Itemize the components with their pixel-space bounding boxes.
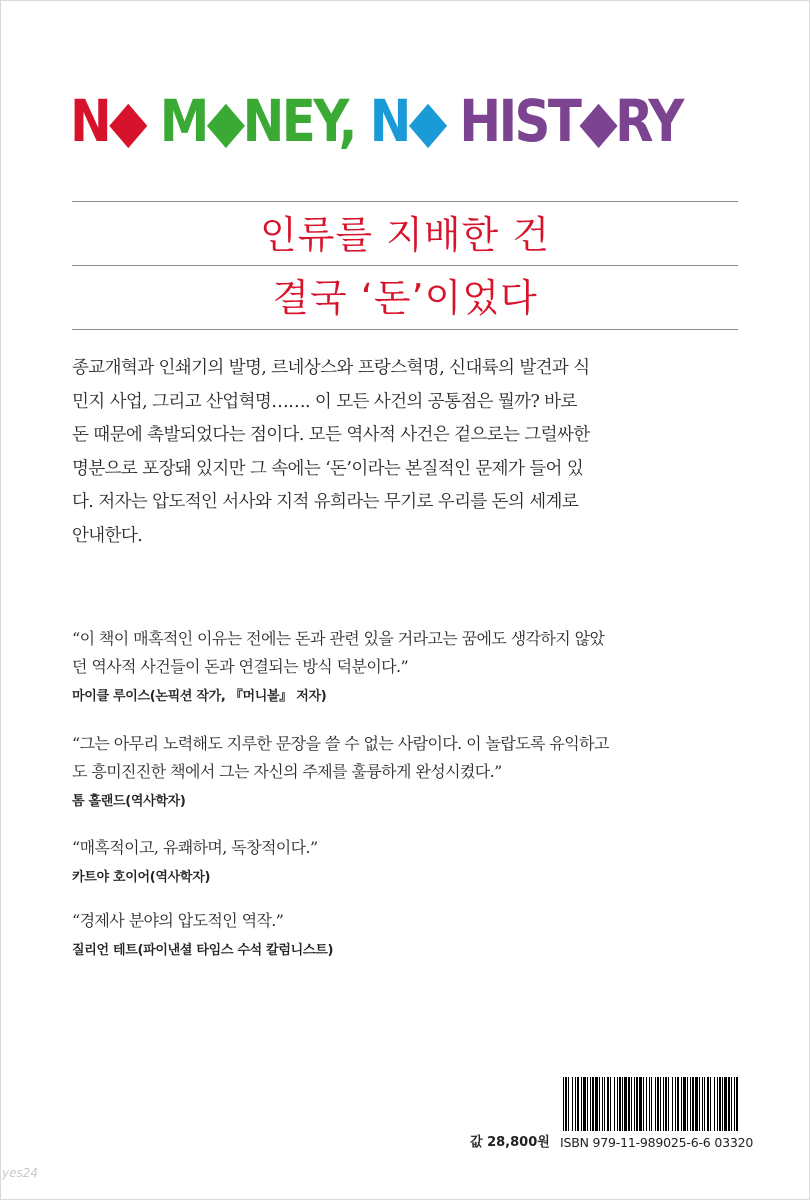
divider-middle xyxy=(72,265,738,266)
title-no-2: N◆ xyxy=(354,87,445,155)
isbn: ISBN 979-11-989025-6-6 03320 xyxy=(560,1135,754,1150)
headline-line-2: 결국 ‘돈’이었다 xyxy=(272,276,538,320)
description-line: 종교개혁과 인쇄기의 발명, 르네상스와 프랑스혁명, 신대륙의 발견과 식 xyxy=(72,358,590,378)
book-description xyxy=(72,352,742,554)
review-quote-3 xyxy=(72,834,742,888)
quote-line: 도 흥미진진한 책에서 그는 자신의 주제를 훌륭하게 완성시켰다.” xyxy=(72,762,502,781)
quote-line: “이 책이 매혹적인 이유는 전에는 돈과 관련 있을 거라고는 꿈에도 생각하지 않았 xyxy=(72,629,605,648)
watermark: yes24 xyxy=(2,1166,39,1180)
quote-line: “경제사 분야의 압도적인 역작.” xyxy=(72,911,284,930)
description-line: 명분으로 포장돼 있지만 그 속에는 ‘돈’이라는 본질적인 문제가 들어 있 xyxy=(72,458,584,479)
title-no-1: N◆ xyxy=(70,87,145,155)
quote-source: 마이클 루이스(논픽션 작가, 『머니볼』 저자) xyxy=(72,689,327,704)
headline-line-1: 인류를 지배한 건 xyxy=(259,213,551,257)
description-line: 다. 저자는 압도적인 서사와 지적 유희라는 무기로 우리를 돈의 세계로 xyxy=(72,492,579,513)
quote-source: 톰 홀랜드(역사학자) xyxy=(72,794,186,809)
review-quote-4 xyxy=(72,907,742,961)
book-title xyxy=(70,87,682,155)
price: 값 28,800원 xyxy=(470,1135,550,1150)
divider-top xyxy=(72,201,738,202)
description-line: 안내한다. xyxy=(72,525,143,546)
title-money: M◆NEY, xyxy=(144,87,355,155)
quote-line: “그는 아무리 노력해도 지루한 문장을 쓸 수 없는 사람이다. 이 놀랍도록 유익하고 xyxy=(72,734,609,753)
description-line: 돈 때문에 촉발되었다는 점이다. 모든 역사적 사건은 겉으로는 그럴싸한 xyxy=(72,425,590,446)
divider-bottom xyxy=(72,329,738,330)
quote-source: 질리언 테트(파이낸셜 타임스 수석 칼럼니스트) xyxy=(72,943,334,958)
barcode xyxy=(562,1077,738,1131)
quote-line: “매혹적이고, 유쾌하며, 독창적이다.” xyxy=(72,838,318,857)
quote-source: 카트야 호이어(역사학자) xyxy=(72,870,211,885)
description-line: 민지 사업, 그리고 산업혁명……. 이 모든 사건의 공통점은 뭘까? 바로 xyxy=(72,391,577,412)
quote-line: 던 역사적 사건들이 돈과 연결되는 방식 덕분이다.” xyxy=(72,657,409,676)
review-quote-2 xyxy=(72,730,742,812)
review-quote-1 xyxy=(72,625,742,707)
title-history: HIST◆RY xyxy=(444,87,682,155)
